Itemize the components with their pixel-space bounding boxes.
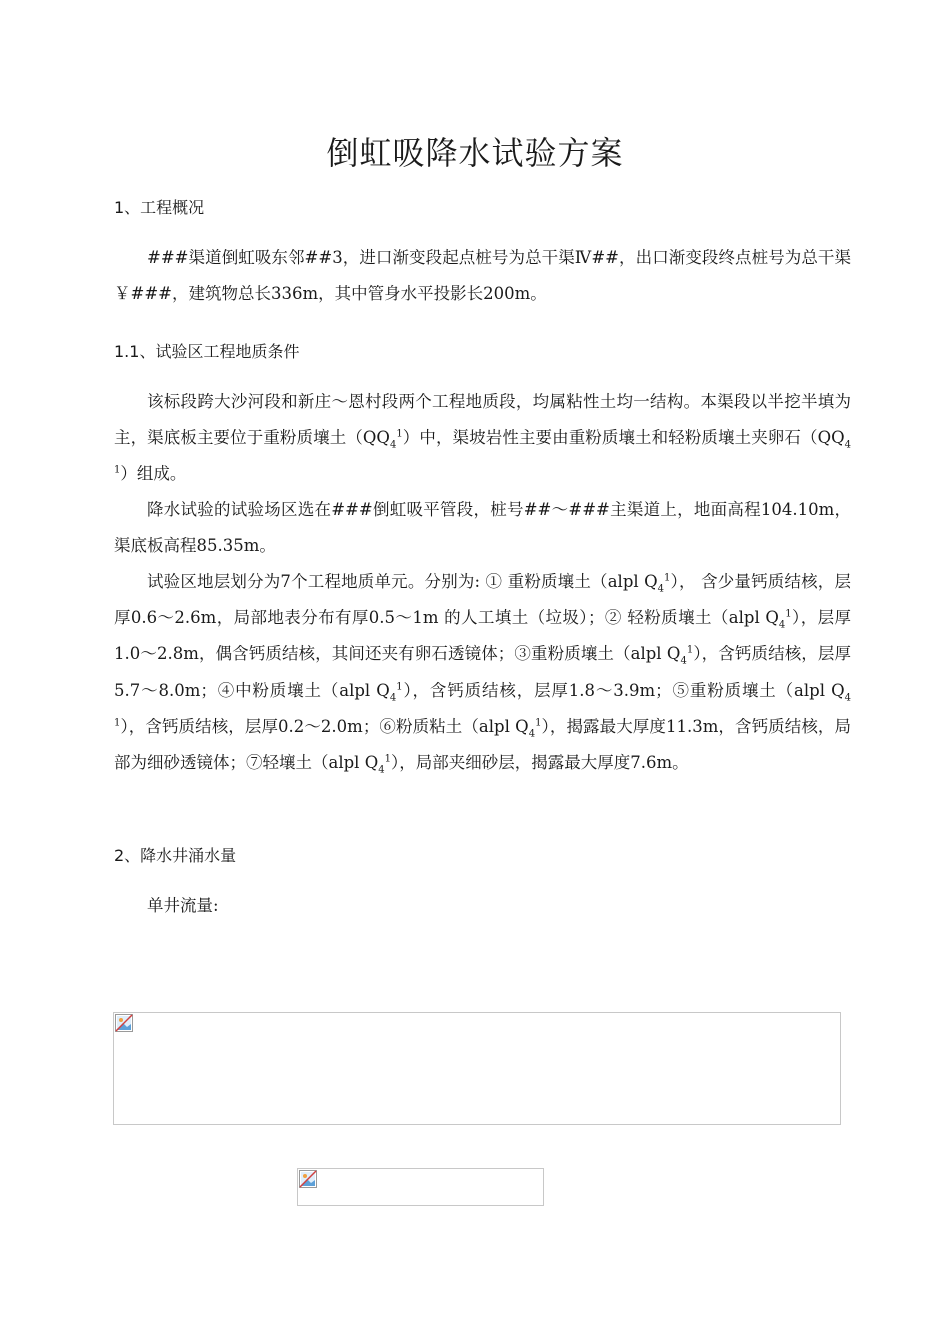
formula-q4-1: $Q_4^1$ (114, 428, 851, 476)
broken-image-icon (115, 1014, 133, 1032)
section-heading-2: 2、降水井涌水量 (114, 846, 237, 865)
formula-image-placeholder-small (297, 1168, 544, 1206)
paragraph-geology-3: 试验区地层划分为7个工程地质单元。分别为: ① 重粉质壤土（alpl $Q_4^1$）， 含少量钙质结核，层厚0.6～2.6m，局部地表分布有厚0.5～1m 的人工填土（垃圾）；② 轻粉质壤土（alpl $Q_4^1$），层厚1.0～2.8m，偶含钙质结核，其间还夹有卵石透镜体；③重粉质壤土（alpl $Q_4^1$），含钙质结核，层厚5.7～8.0m；④中粉质壤土（alpl $Q_4^1$），含钙质结核，层厚1.8～3.9m；⑤重粉质壤土（alpl $Q_4^1$），含钙质结核，层厚0.2～2.0m；⑥粉质粘土（alpl $Q_4^1$），揭露最大厚度11.3m，含钙质结核，局部为细砂透镜体；⑦轻壤土（alpl $Q_4^1$），局部夹细砂层，揭露最大厚度7.6m。 (114, 572, 852, 776)
paragraph-overview: ###渠道倒虹吸东邻##3，进口渐变段起点桩号为总干渠Ⅳ##，出口渐变段终点桩号为总干渠￥###，建筑物总长336m，其中管身水平投影长200m。 (114, 248, 851, 304)
paragraph-geology-1: 该标段跨大沙河段和新庄～恩村段两个工程地质段，均属粘性土均一结构。本渠段以半挖半填为主，渠底板主要位于重粉质壤土$(QQ_4^1)$中，渠坡岩性主要由重粉质壤土和轻粉质壤土夹卵石$(QQ_4^1)$组成。 (114, 392, 851, 484)
formula-q4-1: $Q_4^1$ (376, 428, 403, 451)
document-title: 倒虹吸降水试验方案 (326, 134, 624, 172)
formula-image-placeholder (113, 1012, 841, 1125)
section-heading-1: 1、工程概况 (114, 198, 205, 217)
paragraph-geology-2: 降水试验的试验场区选在###倒虹吸平管段，桩号##～###主渠道上，地面高程104.10m，渠底板高程85.35m。 (114, 500, 851, 556)
broken-image-icon (299, 1170, 317, 1188)
paragraph-single-well-flow: 单井流量: (147, 896, 219, 915)
section-heading-1-1: 1.1、试验区工程地质条件 (114, 342, 300, 361)
